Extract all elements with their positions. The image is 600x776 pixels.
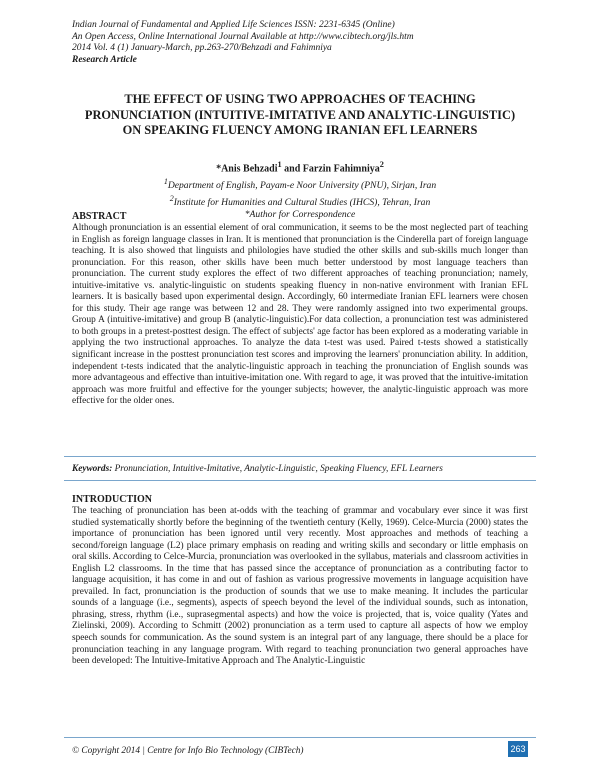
introduction-body (72, 506, 528, 668)
paper-title: THE EFFECT OF USING TWO APPROACHES OF TEACHING PRONUNCIATION (INTUITIVE-IMITATIVE AND ANALYTIC-LINGUISTIC) ON SPEAKING FLUENCY AMONG IRANIAN EFL LEARNERS (84, 92, 516, 138)
introduction-text: The teaching of pronunciation has been at-odds with the teaching of grammar and vocabulary ever since it was first studied systematically shortly before the beginning of the twentieth century (Kelly, 1969). Celce-Murcia (2000) states the importance of pronunciation has been ignored until very recently. Most approaches and methods of teaching a second/foreign language (L2) place primary emphasis on reading and writing skills and secondary or little emphasis on oral skills. According to Celce-Murcia, pronunciation was overlooked in the syllabus, materials and classroom activities in English L2 classrooms. In the time that has passed since the acceptance of pronunciation as a contributing factor to language acquisition, it has come in and out of fashion as various progressive movements in language acquisition have prevailed. In fact, pronunciation is the production of sounds that we use to make meaning. It includes the particular sounds of a language (i.e., segments), aspects of speech beyond the level of the individual sounds, such as intonation, phrasing, stress, rhythm (i.e., suprasegmental aspects) and how the voice is projected, that is, voice quality (Yates and Zielinski, 2009). According to Schmitt (2002) pronunciation as a term used to capture all aspects of how we employ speech sounds for communication. As the sound system is an integral part of any language, there should be a place for pronunciation teaching in any language program. With regard to teaching pronunciation two general approaches have been developed: The Intuitive-Imitative Approach and The Analytic-Linguistic (72, 506, 528, 667)
footer-copyright: © Copyright 2014 | Centre for Info Bio Technology (CIBTech) (72, 746, 304, 756)
introduction-heading: INTRODUCTION (72, 494, 153, 505)
affiliation-1-sup: 1 (163, 176, 168, 186)
author-1-sup: 1 (277, 160, 282, 169)
author-names (80, 159, 520, 176)
journal-header-line3: 2014 Vol. 4 (1) January-March, pp.263-270/Behzadi and Fahimniya (72, 43, 332, 54)
journal-header-line1: Indian Journal of Fundamental and Applied Life Sciences ISSN: 2231-6345 (Online) (72, 20, 395, 30)
author-1: *Anis Behzadi (216, 163, 278, 175)
keywords-label: Keywords: (72, 464, 113, 474)
correspondence-note: *Author for Correspondence (244, 209, 356, 221)
keywords-bottom-divider (64, 480, 536, 481)
affiliation-2 (80, 193, 520, 210)
author-and: and (281, 163, 303, 175)
abstract-text: Although pronunciation is an essential element of oral communication, it seems to be the most neglected part of teaching in English as foreign language classes in Iran. It is mentioned that pronunciation is the Cinderella part of foreign language teaching. It is also showed that linguists and philologies have studied the other skills and sub-skills much longer than pronunciation. For this reason, other skills have been much better understood by most language teachers than pronunciation. The current study explores the effect of two different approaches of teaching pronunciation; namely, intuitive-imitative vs. analytic-linguistic on students speaking fluency in non-native environment with Iranian EFL learners. It is basically based upon experimental design. Accordingly, 60 intermediate Iranian EFL learners were chosen for this study. Their age range was between 12 and 28. They were randomly assigned into two experimental groups. Group A (intuitive-imitative) and group B (analytic-linguistic).For data collection, a pronunciation test was administered to both groups in a pretest-posttest design. The effect of subjects' age factor has been explored as a moderating variable in applying the two instructional approaches. To analyze the data t-test was used. Paired t-tests showed a statistically significant increase in the posttest pronunciation test scores and improving the learners' pronunciation ability. In addition, independent t-tests indicated that the analytic-linguistic approach in teaching the pronunciation of English sounds was more advantageous and effective than intuitive-imitation one. With regard to age, it was proved that the intuitive-imitation approach was more fruitful and effective for the younger subjects; however, the analytic-linguistic approach was more effective for the older ones. (72, 223, 528, 407)
affiliation-1-text: Department of English, Payam-e Noor University (PNU), Sirjan, Iran (167, 180, 437, 192)
abstract-body (72, 223, 528, 408)
keywords-top-divider (64, 456, 536, 457)
affiliation-2-text: Institute for Humanities and Cultural Studies (IHCS), Tehran, Iran (173, 196, 431, 208)
page-number-badge: 263 (508, 741, 528, 757)
journal-header (72, 20, 542, 66)
keywords-text: Pronunciation, Intuitive-Imitative, Analytic-Linguistic, Speaking Fluency, EFL Learners (112, 464, 443, 474)
affiliation-2-sup: 2 (169, 193, 174, 203)
author-2: Farzin Fahimniya (302, 163, 380, 175)
article-type-label: Research Article (72, 54, 137, 65)
author-block (80, 159, 520, 222)
affiliation-1 (80, 176, 520, 193)
keywords-line (72, 464, 528, 474)
abstract-heading: ABSTRACT (72, 211, 127, 222)
author-2-sup: 2 (379, 160, 384, 169)
journal-header-line2: An Open Access, Online International Journal Available at http://www.cibtech.org/jls.htm (72, 31, 414, 42)
footer-divider (64, 737, 536, 738)
